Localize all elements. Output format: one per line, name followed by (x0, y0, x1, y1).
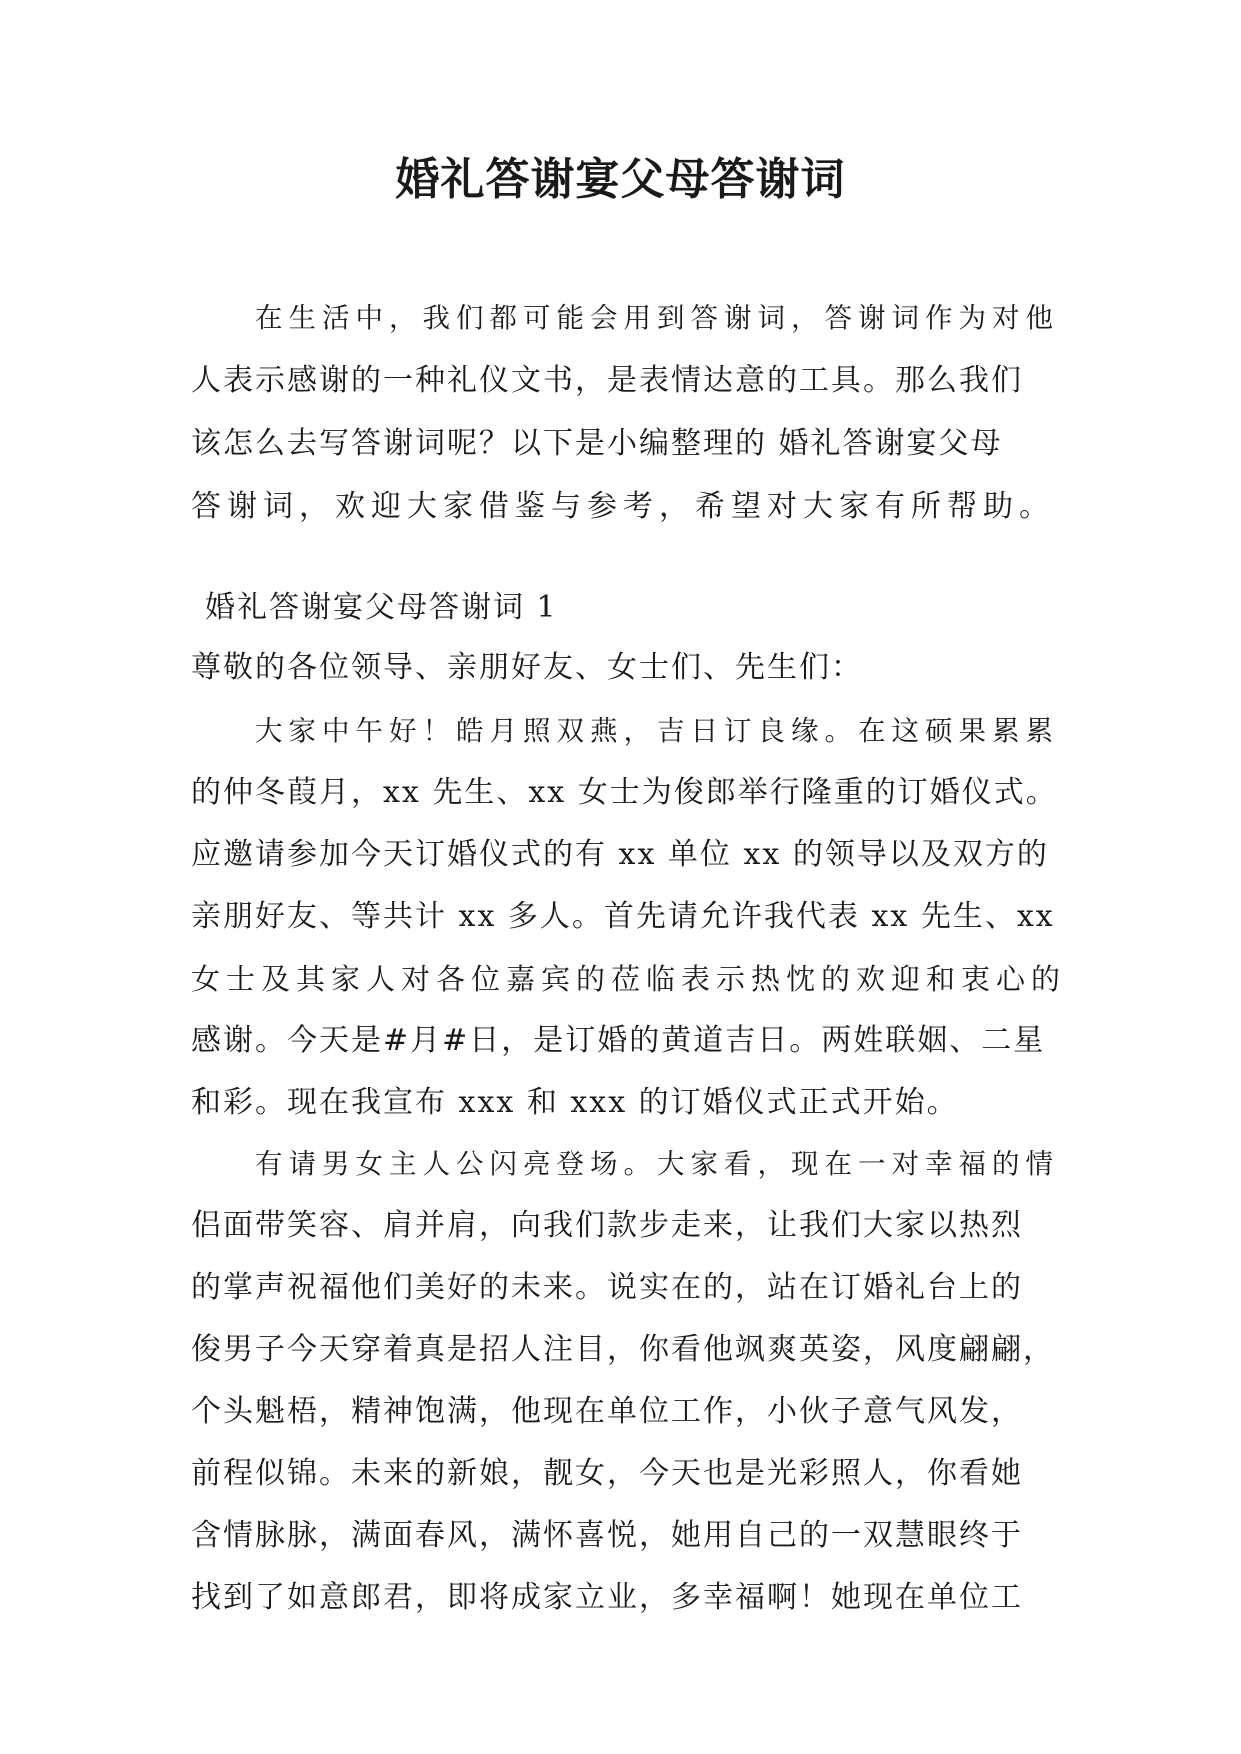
document-title: 婚礼答谢宴父母答谢词 (395, 154, 846, 205)
body-line-9: 侣面带笑容、肩并肩，向我们款步走来，让我们大家以热烈 (191, 1208, 1023, 1243)
body-line-15: 找到了如意郎君，即将成家立业，多幸福啊！她现在单位工 (191, 1580, 1023, 1615)
body-line-1: 大家中午好！皓月照双燕，吉日订良缘。在这硕果累累 (255, 715, 1059, 747)
intro-line-3: 该怎么去写答谢词呢？以下是小编整理的 婚礼答谢宴父母 (191, 426, 1003, 461)
body-line-14: 含情脉脉，满面春风，满怀喜悦，她用自己的一双慧眼终于 (191, 1518, 1023, 1553)
body-line-8: 有请男女主人公闪亮登场。大家看，现在一对幸福的情 (255, 1148, 1059, 1180)
body-line-7: 和彩。现在我宣布 xxx 和 xxx 的订婚仪式正式开始。 (191, 1085, 959, 1120)
body-line-10: 的掌声祝福他们美好的未来。说实在的，站在订婚礼台上的 (191, 1270, 1023, 1305)
body-line-6: 感谢。今天是#月#日，是订婚的黄道吉日。两姓联姻、二星 (191, 1023, 1046, 1058)
salutation-line: 尊敬的各位领导、亲朋好友、女士们、先生们： (191, 650, 863, 685)
body-line-12: 个头魁梧，精神饱满，他现在单位工作，小伙子意气风发， (191, 1394, 1023, 1429)
body-line-2: 的仲冬葭月，xx 先生、xx 女士为俊郎举行隆重的订婚仪式。 (191, 775, 1058, 810)
body-line-4: 亲朋好友、等共计 xx 多人。首先请允许我代表 xx 先生、xx (191, 899, 1055, 934)
body-line-5: 女士及其家人对各位嘉宾的莅临表示热忱的欢迎和衷心的 (191, 962, 1067, 996)
intro-line-4: 答谢词，欢迎大家借鉴与参考，希望对大家有所帮助。 (191, 489, 1055, 524)
intro-line-2: 人表示感谢的一种礼仪文书，是表情达意的工具。那么我们 (191, 363, 1023, 398)
intro-line-1: 在生活中，我们都可能会用到答谢词，答谢词作为对他 (255, 302, 1059, 334)
section-heading: 婚礼答谢宴父母答谢词 1 (205, 590, 558, 625)
body-line-3: 应邀请参加今天订婚仪式的有 xx 单位 xx 的领导以及双方的 (191, 837, 1049, 872)
body-line-11: 俊男子今天穿着真是招人注目，你看他飒爽英姿，风度翩翩， (191, 1332, 1055, 1367)
body-line-13: 前程似锦。未来的新娘，靓女，今天也是光彩照人，你看她 (191, 1456, 1023, 1491)
